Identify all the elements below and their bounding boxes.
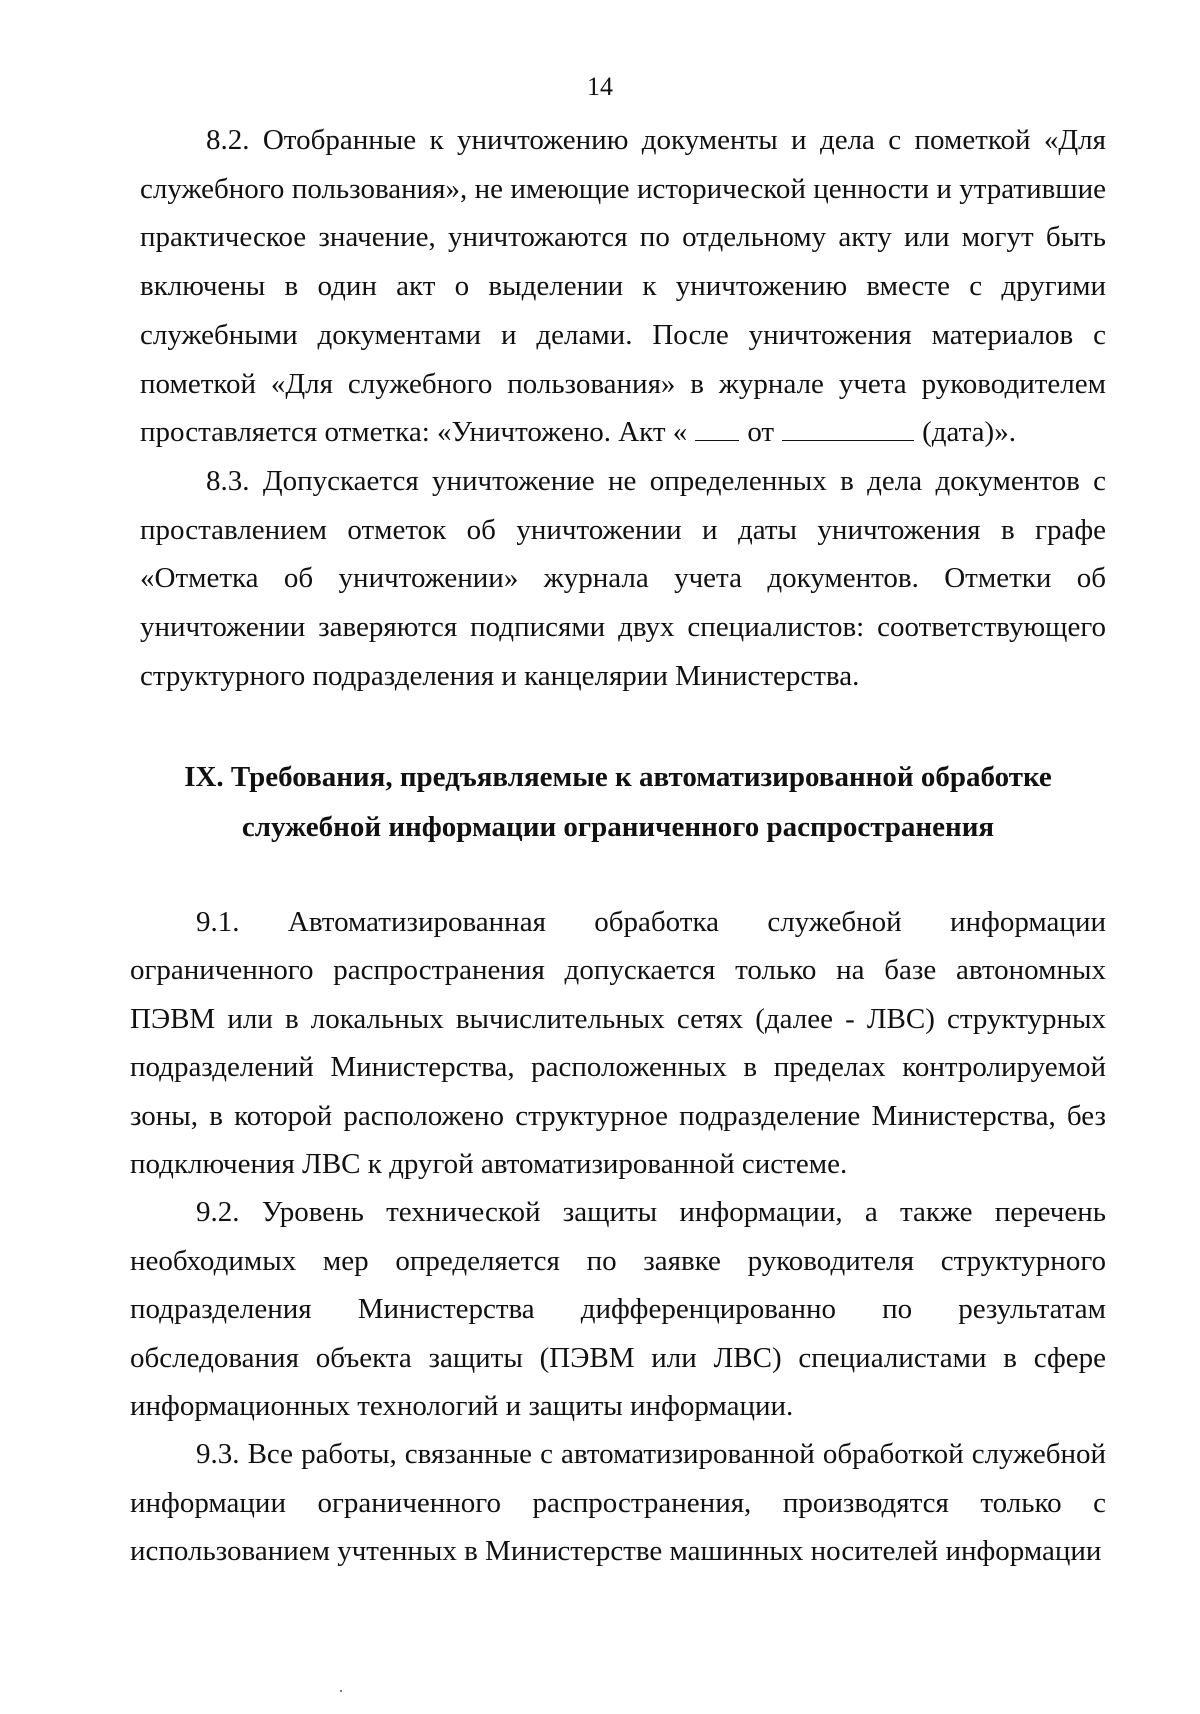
page-number: 14 [587,72,613,101]
paragraph-8-2 [140,116,1106,457]
act-date-blank [782,414,914,441]
paragraph-8-3: 8.3. Допускается уничтожение не определенных в дела документов с проставлением отметок об уничтожении и даты уничтожения в графе «Отметка об уничтожении» журнала учета документов. Отметки об уничтожении заверяются подписями двух специалистов: соответствующего структурного подразделения и канцелярии Министерства. [140,464,1106,692]
paragraph-8-2-middle: от [747,416,775,449]
act-number-blank [695,414,739,441]
paragraph-9-1: 9.1. Автоматизированная обработка служебной информации ограниченного распространения допускается только на базе автономных ПЭВМ или в локальных вычислительных сетях (далее - ЛВС) структурных подразделений Министерства, расположенных в пределах контролируемой зоны, в которой расположено структурное подразделение Министерства, без подключения ЛВС к другой автоматизированной системе. [130,906,1106,1181]
scan-speck [340,1690,342,1692]
section-9-body [130,898,1106,1576]
paragraph-9-3: 9.3. Все работы, связанные с автоматизированной обработкой служебной информации ограниченного распространения, производятся только с использованием учтенных в Министерстве машинных носителей информации [130,1438,1106,1568]
paragraph-9-2: 9.2. Уровень технической защиты информации, а также перечень необходимых мер определяется по заявке руководителя структурного подразделения Министерства дифференцированно по результатам обследования объекта защиты (ПЭВМ или ЛВС) специалистами в сфере информационных технологий и защиты информации. [130,1196,1106,1423]
section-9-heading-line-2: служебной информации ограниченного распространения [241,811,995,843]
section-9-heading [130,752,1106,852]
section-9-heading-line-1: IX. Требования, предъявляемые к автоматизированной обработке [184,761,1052,793]
paragraph-8-2-tail: (дата)». [922,416,1016,449]
section-8-body [140,116,1106,700]
paragraph-8-2-lead: 8.2. Отобранные к уничтожению документы и дела с пометкой «Для служебного пользования», не имеющие исторической ценности и утратившие практическое значение, уничтожаются по отдельному акту или могут быть включены в один акт о выделении к уничтожению вместе с другими служебными документами и делами. После уничтожения материалов с пометкой «Для служебного пользования» в журнале учета руководителем проставляется отметка: «Уничтожено. Акт « [140,124,1106,449]
